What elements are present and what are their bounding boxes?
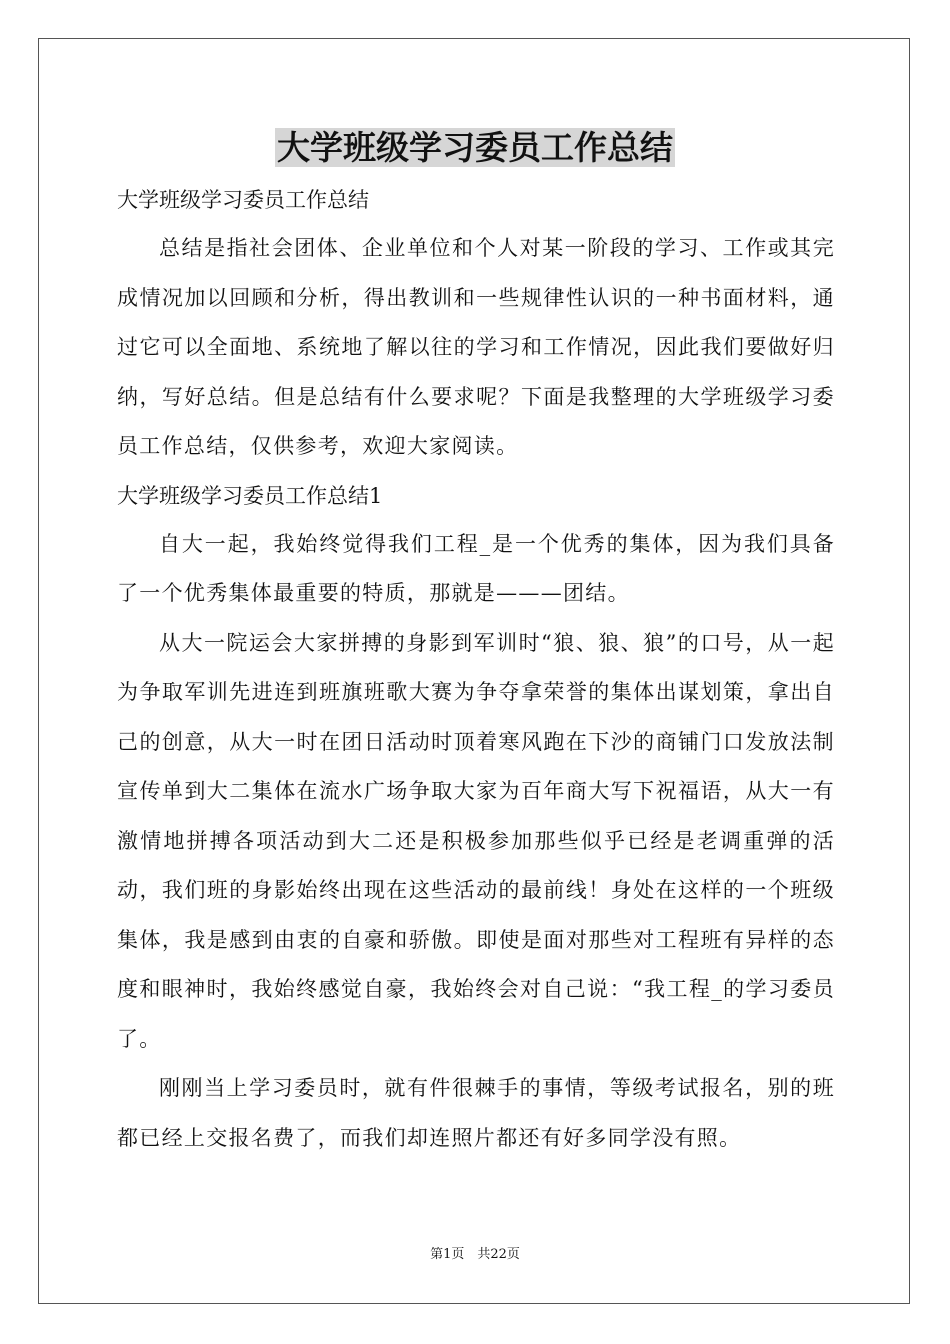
section-heading: 大学班级学习委员工作总结1 [117, 483, 383, 508]
body-paragraph: 刚刚当上学习委员时，就有件很棘手的事情，等级考试报名，别的班都已经上交报名费了，而我们却连照片都还有好多同学没有照。 [117, 1076, 835, 1150]
document-subtitle: 大学班级学习委员工作总结 [117, 188, 369, 212]
document-body [117, 176, 835, 1163]
body-paragraph: 自大一起，我始终觉得我们工程_是一个优秀的集体，因为我们具备了一个优秀集体最重要的特质，那就是———团结。 [117, 531, 835, 605]
intro-paragraph: 总结是指社会团体、企业单位和个人对某一阶段的学习、工作或其完成情况加以回顾和分析，得出教训和一些规律性认识的一种书面材料，通过它可以全面地、系统地了解以往的学习和工作情况，因此我们要做好归纳，写好总结。但是总结有什么要求呢？下面是我整理的大学班级学习委员工作总结，仅供参考，欢迎大家阅读。 [117, 236, 835, 458]
body-paragraph: 从大一院运会大家拼搏的身影到军训时“狼、狼、狼”的口号，从一起为争取军训先进连到班旗班歌大赛为争夺拿荣誉的集体出谋划策，拿出自己的创意，从大一时在团日活动时顶着寒风跑在下沙的商铺门口发放法制宣传单到大二集体在流水广场争取大家为百年商大写下祝福语，从大一有激情地拼搏各项活动到大二还是积极参加那些似乎已经是老调重弹的活动，我们班的身影始终出现在这些活动的最前线！身处在这样的一个班级集体，我是感到由衷的自豪和骄傲。即使是面对那些对工程班有异样的态度和眼神时，我始终感觉自豪，我始终会对自己说：“我工程_的学习委员了。 [117, 630, 835, 1051]
page-footer: 第1页 共22页 [430, 1247, 520, 1262]
document-title-text: 大学班级学习委员工作总结 [277, 128, 673, 167]
document-title [0, 126, 950, 170]
